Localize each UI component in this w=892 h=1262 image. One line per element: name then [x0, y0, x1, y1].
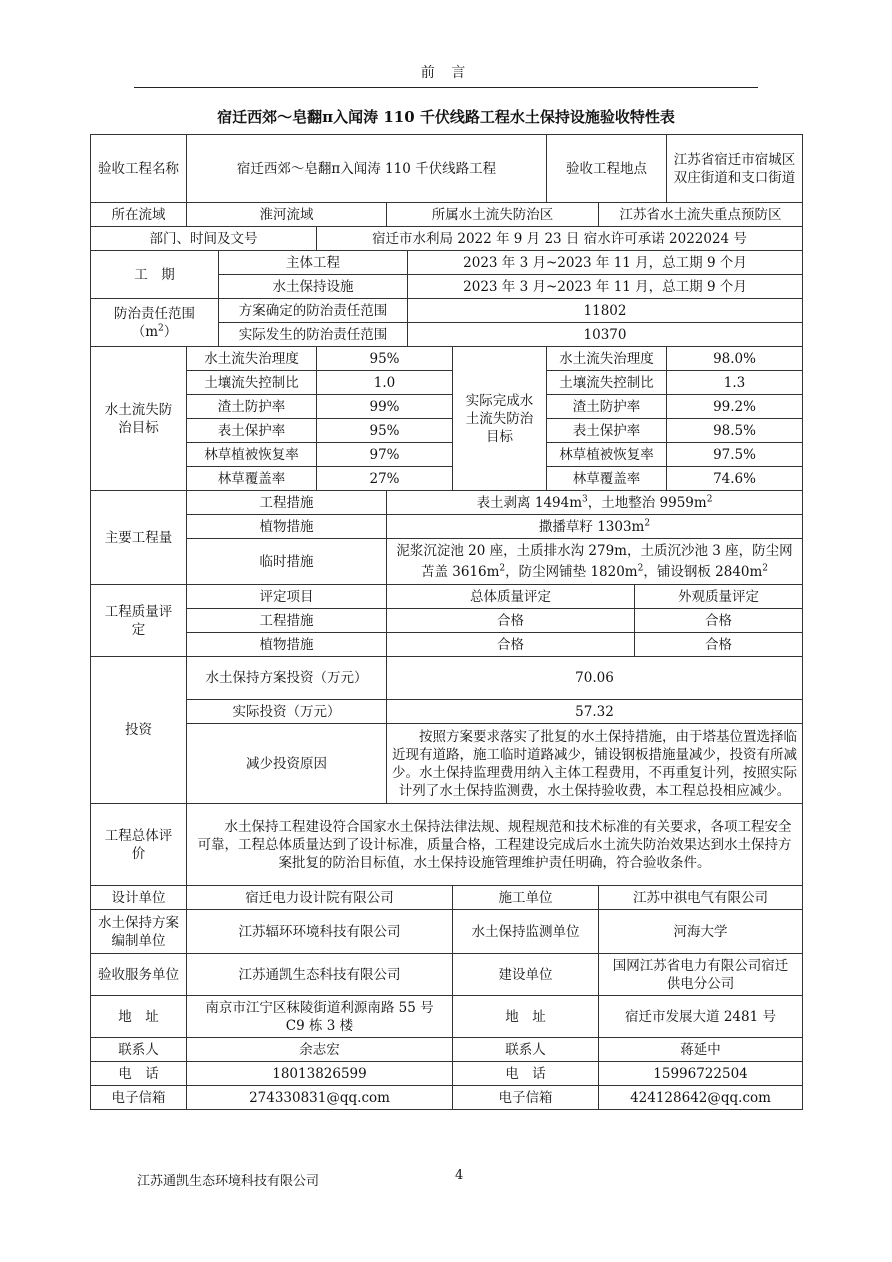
- table-row: [91, 251, 803, 275]
- zone-label: 所属水土流失防治区: [387, 203, 599, 227]
- quality-item: 工程措施: [187, 609, 387, 633]
- owner-unit-label: 建设单位: [453, 954, 599, 996]
- actual-target-name: 水土流失治理度: [547, 347, 667, 371]
- investment-label: 投资: [91, 657, 187, 804]
- veg-measure-sup: 2: [644, 518, 651, 528]
- table-row: [91, 657, 803, 700]
- temp-measure-label: 临时措施: [187, 539, 387, 585]
- target-value: 95%: [317, 347, 453, 371]
- table-row: [91, 395, 803, 419]
- monitor-unit-value: 河海大学: [599, 910, 803, 954]
- actual-invest-value: 57.32: [387, 700, 803, 724]
- actual-target-value: 98.0%: [667, 347, 803, 371]
- plan-unit-label: 水土保持方案编制单位: [91, 910, 187, 954]
- approval-label: 部门、时间及文号: [91, 227, 317, 251]
- table-row: [91, 539, 803, 585]
- contact-right-value: 蒋延中: [599, 1038, 803, 1062]
- footer-company: 江苏通凯生态环境科技有限公司: [137, 1174, 320, 1189]
- main-works-period: 2023 年 3 月~2023 年 11 月，总工期 9 个月: [408, 251, 803, 275]
- target-name: 林草覆盖率: [187, 467, 317, 491]
- address-left-value: 南京市江宁区秣陵街道利源南路 55 号 C9 栋 3 楼: [187, 996, 453, 1038]
- evaluation-text: 水土保持工程建设符合国家水土保持法律法规、规程规范和技术标准的有关要求，各项工程安全可靠，工程总体质量达到了设计标准，质量合格，工程建设完成后水土流失防治效果达到水土保持方案批复的防治目标值，水土保持设施管理维护责任明确，符合验收条件。: [187, 804, 803, 886]
- construction-unit-value: 江苏中祺电气有限公司: [599, 886, 803, 910]
- scope-label: [91, 299, 219, 347]
- actual-target-name: 林草覆盖率: [547, 467, 667, 491]
- service-unit-label: 验收服务单位: [91, 954, 187, 996]
- eng-measure-sup-2: 2: [706, 494, 713, 504]
- phone-label-left: 电 话: [91, 1062, 187, 1086]
- design-unit-value: 宿迁电力设计院有限公司: [187, 886, 453, 910]
- email-left-value: 274330831@qq.com: [187, 1086, 453, 1110]
- table-row: [91, 299, 803, 323]
- actual-target-value: 1.3: [667, 371, 803, 395]
- reduce-reason-label: 减少投资原因: [187, 724, 387, 804]
- scope-label-unit-close: ）: [163, 323, 178, 340]
- project-name-value: 宿迁西郊～皂翻π入闻涛 110 千伏线路工程: [187, 135, 547, 203]
- zone-value: 江苏省水土流失重点预防区: [599, 203, 803, 227]
- target-name: 渣土防护率: [187, 395, 317, 419]
- basin-value: 淮河流域: [187, 203, 387, 227]
- scope-plan-label: 方案确定的防治责任范围: [219, 299, 408, 323]
- table-row: [91, 1038, 803, 1062]
- eng-measure-sup-1: 3: [582, 494, 588, 504]
- table-row: [91, 633, 803, 657]
- target-value: 27%: [317, 467, 453, 491]
- main-works-label: 主体工程: [219, 251, 408, 275]
- design-unit-label: 设计单位: [91, 886, 187, 910]
- construction-unit-label: 施工单位: [453, 886, 599, 910]
- table-row: [91, 996, 803, 1038]
- scope-label-unit: （m: [131, 323, 159, 340]
- target-value: 1.0: [317, 371, 453, 395]
- address-right-value: 宿迁市发展大道 2481 号: [599, 996, 803, 1038]
- eng-measure-label: 工程措施: [187, 491, 387, 515]
- phone-left-value: 18013826599: [187, 1062, 453, 1086]
- quality-overall: 合格: [387, 609, 635, 633]
- scope-label-text: 防治责任范围: [114, 305, 195, 322]
- quality-appearance: 合格: [635, 609, 803, 633]
- actual-target-name: 土壤流失控制比: [547, 371, 667, 395]
- table-row: [91, 724, 803, 804]
- target-name: 林草植被恢复率: [187, 443, 317, 467]
- plan-invest-value: 70.06: [387, 657, 803, 700]
- table-title: 宿迁西郊～皂翻π入闻涛 110 千伏线路工程水土保持设施验收特性表: [217, 108, 675, 126]
- actual-target-name: 渣土防护率: [547, 395, 667, 419]
- scope-actual-label: 实际发生的防治责任范围: [219, 323, 408, 347]
- acceptance-characteristics-table: [90, 134, 803, 1110]
- table-row: [91, 135, 803, 203]
- service-unit-value: 江苏通凯生态科技有限公司: [187, 954, 453, 996]
- actual-target-name: 表土保护率: [547, 419, 667, 443]
- running-header: 前 言: [420, 65, 472, 81]
- scope-plan-value: 11802: [408, 299, 803, 323]
- eng-measure-text-2: ，土地整治 9959m: [587, 494, 707, 511]
- temp-measure-sup-1: 2: [499, 563, 506, 573]
- quality-label: 工程质量评定: [91, 585, 187, 657]
- table-row: [91, 1062, 803, 1086]
- actual-target-value: 74.6%: [667, 467, 803, 491]
- reduce-reason-text: 按照方案要求落实了批复的水土保持措施，由于塔基位置选择临近现有道路，施工临时道路减少，铺设钢板措施量减少，投资有所减少。水土保持监理费用纳入主体工程费用，不再重复计列，按照实际计列了水土保持监测费，水土保持验收费，本工程总投相应减少。: [387, 724, 803, 804]
- target-value: 99%: [317, 395, 453, 419]
- veg-measure-text: 撒播草籽 1303m: [538, 518, 645, 535]
- address-label-right: 地 址: [453, 996, 599, 1038]
- actual-target-value: 98.5%: [667, 419, 803, 443]
- table-row: [91, 347, 803, 371]
- project-name-label: 验收工程名称: [91, 135, 187, 203]
- table-row: [91, 609, 803, 633]
- contact-label-left: 联系人: [91, 1038, 187, 1062]
- temp-measure-text-2: ，防尘网铺垫 1820m: [505, 563, 638, 580]
- temp-measure-sup-2: 2: [637, 563, 644, 573]
- table-row: [91, 515, 803, 539]
- table-row: [91, 910, 803, 954]
- temp-measure-text-3: ，铺设钢板 2840m: [643, 563, 763, 580]
- basin-label: 所在流域: [91, 203, 187, 227]
- evaluation-label: 工程总体评价: [91, 804, 187, 886]
- target-name: 土壤流失控制比: [187, 371, 317, 395]
- target-name: 表土保护率: [187, 419, 317, 443]
- target-name: 水土流失治理度: [187, 347, 317, 371]
- wsc-facility-label: 水土保持设施: [219, 275, 408, 299]
- temp-measure-text-1: 泥浆沉淀池 20 座，土质排水沟 279m，土质沉沙池 3 座，防尘网苫盖 3616m: [396, 542, 793, 580]
- table-row: [91, 585, 803, 609]
- quantity-label: 主要工程量: [91, 491, 187, 585]
- quality-item-header: 评定项目: [187, 585, 387, 609]
- table-row: [91, 804, 803, 886]
- actual-target-name: 林草植被恢复率: [547, 443, 667, 467]
- contact-left-value: 余志宏: [187, 1038, 453, 1062]
- veg-measure-value: [387, 515, 803, 539]
- table-row: [91, 227, 803, 251]
- table-row: [91, 467, 803, 491]
- actual-target-value: 99.2%: [667, 395, 803, 419]
- eng-measure-value: [387, 491, 803, 515]
- targets-label: 水土流失防治目标: [91, 347, 187, 491]
- table-row: [91, 203, 803, 227]
- wsc-facility-period: 2023 年 3 月~2023 年 11 月，总工期 9 个月: [408, 275, 803, 299]
- quality-item: 植物措施: [187, 633, 387, 657]
- table-row: [91, 443, 803, 467]
- email-right-value: 424128642@qq.com: [599, 1086, 803, 1110]
- monitor-unit-label: 水土保持监测单位: [453, 910, 599, 954]
- actual-targets-label: 实际完成水土流失防治目标: [453, 347, 547, 491]
- quality-appearance: 合格: [635, 633, 803, 657]
- table-row: [91, 371, 803, 395]
- email-label-right: 电子信箱: [453, 1086, 599, 1110]
- period-label: 工 期: [91, 251, 219, 299]
- location-value: 江苏省宿迁市宿城区双庄街道和支口街道: [667, 135, 803, 203]
- temp-measure-sup-3: 2: [762, 563, 769, 573]
- scope-actual-value: 10370: [408, 323, 803, 347]
- phone-right-value: 15996722504: [599, 1062, 803, 1086]
- owner-unit-value: 国网江苏省电力有限公司宿迁供电分公司: [599, 954, 803, 996]
- address-label-left: 地 址: [91, 996, 187, 1038]
- veg-measure-label: 植物措施: [187, 515, 387, 539]
- plan-unit-value: 江苏辐环环境科技有限公司: [187, 910, 453, 954]
- plan-invest-label: 水土保持方案投资（万元）: [187, 657, 387, 700]
- page-number: 4: [455, 1168, 464, 1183]
- table-row: [91, 954, 803, 996]
- table-row: [91, 886, 803, 910]
- contact-label-right: 联系人: [453, 1038, 599, 1062]
- approval-value: 宿迁市水利局 2022 年 9 月 23 日 宿水许可承诺 2022024 号: [317, 227, 803, 251]
- quality-overall: 合格: [387, 633, 635, 657]
- temp-measure-value: [387, 539, 803, 585]
- scope-label-unit-sup: 2: [158, 323, 164, 333]
- location-label: 验收工程地点: [547, 135, 667, 203]
- header-rule: [134, 87, 758, 88]
- table-row: [91, 491, 803, 515]
- target-value: 97%: [317, 443, 453, 467]
- actual-target-value: 97.5%: [667, 443, 803, 467]
- email-label-left: 电子信箱: [91, 1086, 187, 1110]
- eng-measure-text-1: 表土剥离 1494m: [476, 494, 583, 511]
- actual-invest-label: 实际投资（万元）: [187, 700, 387, 724]
- target-value: 95%: [317, 419, 453, 443]
- table-row: [91, 419, 803, 443]
- quality-appearance-header: 外观质量评定: [635, 585, 803, 609]
- quality-overall-header: 总体质量评定: [387, 585, 635, 609]
- table-row: [91, 1086, 803, 1110]
- table-row: [91, 700, 803, 724]
- phone-label-right: 电 话: [453, 1062, 599, 1086]
